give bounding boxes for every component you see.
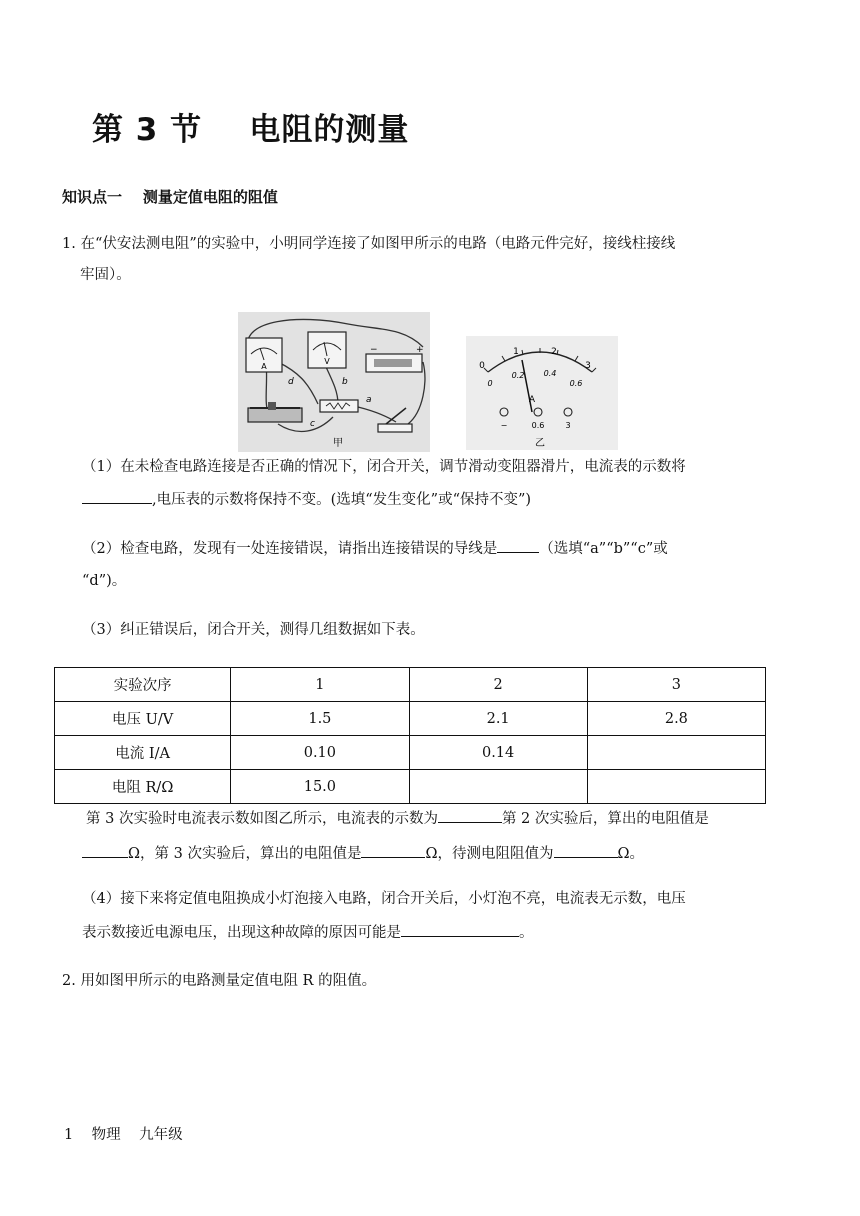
table-cell: 1.5: [231, 702, 409, 736]
table-cell: 2.1: [409, 702, 587, 736]
wire-label-c: c: [310, 419, 315, 429]
question-2-text: 2. 用如图甲所示的电路测量定值电阻 R 的阻值。: [62, 973, 377, 989]
dial-top-tick-3: 3: [585, 361, 591, 371]
table-cell: 2.8: [587, 702, 765, 736]
caption-jia: 甲: [333, 438, 343, 449]
table-followup-text-cont: Ω，第 3 次实验后，算出的电阻值是 Ω，待测电阻阻值为 Ω。: [82, 843, 644, 864]
wire-label-d: d: [288, 377, 294, 387]
table-row: [55, 736, 766, 770]
section-heading: 知识点一 测量定值电阻的阻值: [62, 188, 278, 206]
table-cell: 3: [587, 668, 765, 702]
table-cell: 0.14: [409, 736, 587, 770]
table-followup-text: 第 3 次实验时电流表示数如图乙所示，电流表的示数为 第 2 次实验后，算出的电阻值是: [86, 808, 709, 829]
battery-minus-sign: −: [370, 345, 378, 355]
table-row: [55, 668, 766, 702]
table-row: [55, 770, 766, 804]
sub-question-2-text: （2）检查电路，发现有一处连接错误，请指出连接错误的导线是 （选填“a”“b”“c”或: [82, 538, 668, 559]
table-cell: [587, 736, 765, 770]
dial-bottom-tick-0: 0: [487, 379, 493, 388]
sub-question-1-text-cont: ,电压表的示数将保持不变。(选填“发生变化”或“保持不变”): [82, 489, 531, 510]
table-cell: [409, 770, 587, 804]
ammeter-symbol: A: [261, 362, 267, 371]
sub-question-2-text-cont: “d”)。: [82, 573, 127, 589]
circuit-figure: [238, 312, 618, 452]
terminal-minus: −: [500, 421, 508, 430]
table-cell: 电压 U/V: [55, 702, 231, 736]
table-cell: 0.10: [231, 736, 409, 770]
wire-label-b: b: [342, 377, 348, 387]
table-row: [55, 702, 766, 736]
data-table: [54, 667, 766, 804]
terminal-0-6: 0.6: [531, 421, 545, 430]
terminal-3: 3: [565, 421, 571, 430]
table-cell: 1: [231, 668, 409, 702]
sub-question-4-text-cont: 表示数接近电源电压，出现这种故障的原因可能是 。: [82, 922, 534, 943]
dial-top-tick-2: 2: [551, 347, 557, 357]
dial-meter-symbol: A: [528, 395, 536, 405]
sub-question-3-text: （3）纠正错误后，闭合开关，测得几组数据如下表。: [82, 622, 425, 638]
answer-blank[interactable]: [554, 843, 618, 858]
dial-bottom-tick-2: 0.4: [543, 369, 557, 378]
ammeter-device: [246, 338, 282, 372]
dial-bottom-tick-3: 0.6: [569, 379, 583, 388]
table-cell: 电阻 R/Ω: [55, 770, 231, 804]
table-cell: 15.0: [231, 770, 409, 804]
figure-yi-background: [466, 336, 618, 450]
dial-top-tick-1: 1: [513, 347, 519, 357]
wire-label-a: a: [366, 395, 372, 405]
voltmeter-device: [308, 332, 346, 368]
table-cell: 电流 I/A: [55, 736, 231, 770]
answer-blank[interactable]: [497, 538, 539, 553]
dial-bottom-tick-1: 0.2: [511, 371, 525, 380]
caption-yi: 乙: [535, 438, 545, 449]
answer-blank[interactable]: [82, 843, 128, 858]
dial-top-tick-0: 0: [479, 361, 485, 371]
page-footer: 1 物理 九年级: [64, 1127, 183, 1143]
question-1-text: 1. 在“伏安法测电阻”的实验中，小明同学连接了如图甲所示的电路（电路元件完好，接线柱接线: [62, 236, 676, 252]
table-cell: 2: [409, 668, 587, 702]
battery-plus-sign: +: [416, 345, 424, 355]
sub-question-4-text: （4）接下来将定值电阻换成小灯泡接入电路，闭合开关后，小灯泡不亮，电流表无示数，电压: [82, 891, 686, 907]
answer-blank[interactable]: [401, 922, 519, 937]
fixed-resistor: [320, 400, 358, 412]
table-cell: 实验次序: [55, 668, 231, 702]
answer-blank[interactable]: [361, 843, 425, 858]
answer-blank[interactable]: [438, 808, 502, 823]
question-1-text-cont: 牢固）。: [80, 267, 131, 283]
table-cell: [587, 770, 765, 804]
voltmeter-symbol: V: [324, 357, 330, 366]
page-title: 第 3 节 电阻的测量: [92, 112, 410, 148]
sub-question-1-text: （1）在未检查电路连接是否正确的情况下，闭合开关，调节滑动变阻器滑片，电流表的示数将: [82, 459, 686, 475]
answer-blank[interactable]: [82, 489, 152, 504]
